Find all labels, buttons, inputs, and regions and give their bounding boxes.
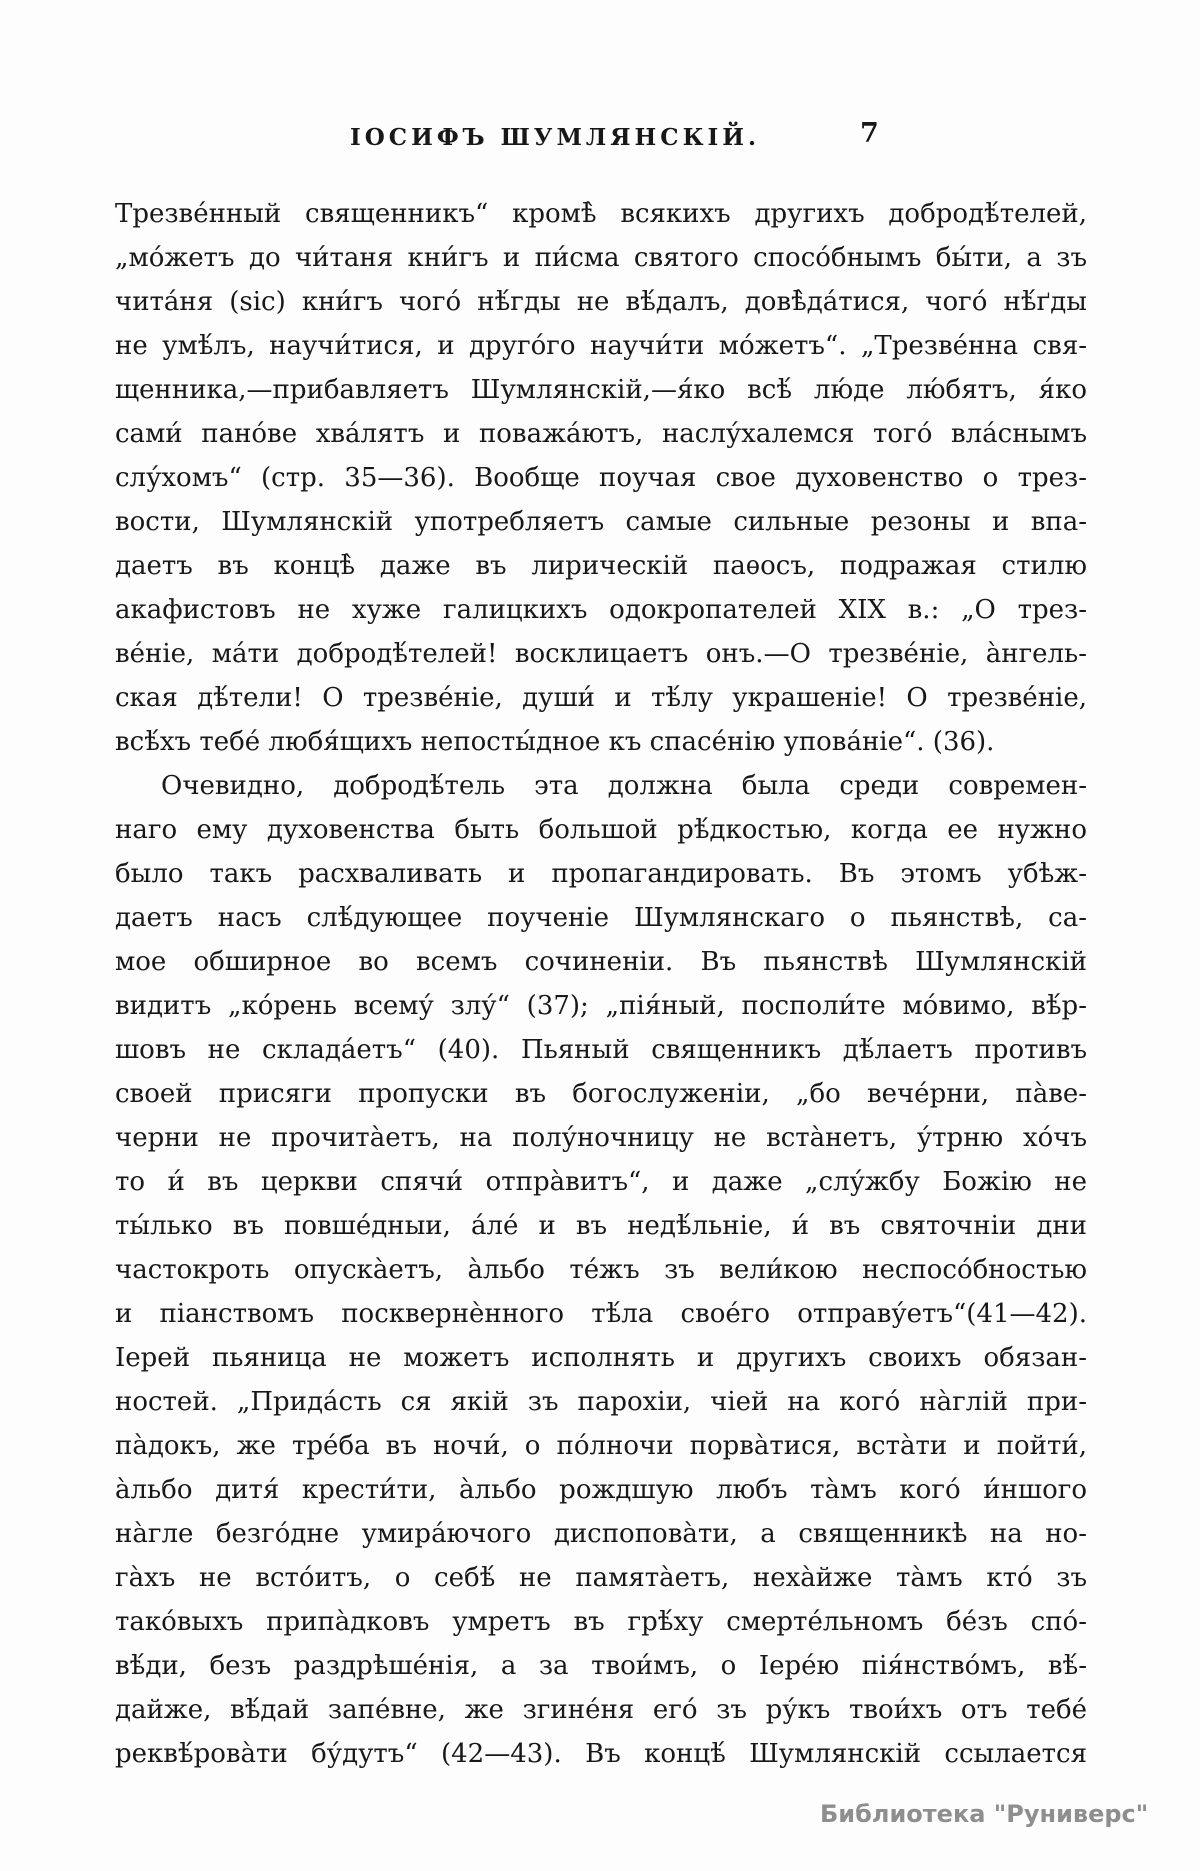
text-line: даетъ въ концѣ̀ даже въ лирическій паѳосъ, подражая стилю bbox=[115, 551, 1087, 581]
text-line: дайже, вѣ́дай запе́вне, же згине́ня его́ зъ ру́къ твои́хъ отъ тебе́ bbox=[115, 1695, 1087, 1725]
text-line: и піанствомъ посквернѐнного тѣ́ла свое́го отправу́етъ“(41—42). bbox=[115, 1299, 1087, 1329]
text-line: видитъ „ко́рень всему́ злу́“ (37); „пія́ный, посполи́те мо́вимо, вѣ́р- bbox=[115, 991, 1087, 1021]
text-line: было такъ расхваливать и пропагандировать. Въ этомъ убѣж- bbox=[115, 859, 1087, 889]
watermark-runivers: Библиотека "Руниверс" bbox=[820, 1800, 1149, 1828]
text-line: мое обширное во всемъ сочиненіи. Въ пьянствѣ Шумлянскій bbox=[115, 947, 1087, 977]
text-line: вѣ́ди, безъ раздрѣше́нія, а за твои́мъ, о Іере́ю пія́нство́мъ, вѣ́- bbox=[115, 1651, 1087, 1681]
text-line: Трезве́нный священникъ“ кромѣ̀ всякихъ другихъ добродѣ́телей, bbox=[115, 199, 1087, 229]
text-line: Іерей пьяница не можетъ исполнять и другихъ своихъ обязан- bbox=[115, 1343, 1087, 1373]
text-line: Очевидно, добродѣ́тель эта должна была среди современ- bbox=[161, 771, 1087, 801]
text-line: ская дѣ́тели! О трезве́ніе, души́ и тѣ́лу украшеніе! О трезве́ніе, bbox=[115, 683, 1087, 713]
text-line: то и́ въ церкви спячи́ отпра̀витъ“, и даже „слу́жбу Божію не bbox=[115, 1167, 1087, 1197]
text-line: черни не прочита̀етъ, на полу́ночницу не вста̀нетъ, у́трню хо́чъ bbox=[115, 1123, 1087, 1153]
text-line: ностей. „Прида́сть ся якій зъ парохіи, чіей на кого́ на̀глій при- bbox=[115, 1387, 1087, 1417]
text-line: чита́ня (sic) кни́гъ чого́ нѣ́гды не вѣ́далъ, довѣ̀да́тися, чого́ нѣ́ґды bbox=[115, 287, 1087, 317]
text-line: своей присяги пропуски въ богослуженіи, „бо вече́рни, па̀ве- bbox=[115, 1079, 1087, 1109]
text-line: „мо́жетъ до чи́таня кни́гъ и пи́сма святого спосо́бнымъ бы́ти, а зъ bbox=[115, 243, 1087, 273]
text-line: всѣ́хъ тебе́ любя́щихъ непосты́дное къ спасе́нію упова́ніе“. (36). bbox=[115, 727, 995, 757]
text-line: не умѣ́лъ, научи́тися, и друго́го научи́ти мо́жетъ“. „Трезве́нна свя- bbox=[115, 331, 1087, 361]
text-line: акафистовъ не хуже галицкихъ одокропателей XIX в.: „О трез- bbox=[115, 595, 1087, 625]
text-line: щенника,—прибавляетъ Шумлянскій,—я́ко всѣ́ лю́де лю́бятъ, я́ко bbox=[115, 375, 1087, 405]
text-line: даетъ насъ слѣ́дующее поученіе Шумлянскаго о пьянствѣ, са- bbox=[115, 903, 1087, 933]
text-line: наго ему духовенства быть большой рѣ́дкостью, когда ее нужно bbox=[115, 815, 1087, 845]
text-line: сами́ пано́ве хва́лятъ и поважа́ютъ, наслу́халемся того́ вла́снымъ bbox=[115, 419, 1087, 449]
text-line: шовъ не склада́етъ“ (40). Пьяный священникъ дѣ́лаетъ противъ bbox=[115, 1035, 1087, 1065]
text-line: га̀хъ не всто́итъ, о себѣ́ не памята̀етъ, неха̀йже та̀мъ кто́ зъ bbox=[115, 1563, 1087, 1593]
text-line: ве́ніе, ма́ти добродѣ́телей! восклицаетъ онъ.—О трезве́ніе, а̀нгель- bbox=[115, 639, 1087, 669]
text-line: слу́хомъ“ (стр. 35—36). Вообще поучая свое духовенство о трез- bbox=[115, 463, 1087, 493]
text-line: частокроть опуска̀етъ, а̀льбо те́жъ зъ вели́кою неспосо́бностью bbox=[115, 1255, 1087, 1285]
text-line: на̀гле безго́дне умира́ючого диспопова̀ти, а священникѣ на но- bbox=[115, 1519, 1087, 1549]
text-line: реквѣ́рова̀ти бу́дутъ“ (42—43). Въ концѣ́ Шумлянскій ссылается bbox=[115, 1739, 1087, 1769]
text-line: а̀льбо дитя́ крести́ти, а̀льбо рождшую любъ та̀мъ кого́ и́ншого bbox=[115, 1475, 1087, 1505]
page-header-title: ІОСИФЪ ШУМЛЯНСКІЙ. bbox=[349, 124, 761, 151]
text-line: па̀докъ, же тре́ба въ ночи́, о по́лночи порва̀тися, вста̀ти и пойти́, bbox=[115, 1431, 1087, 1461]
page-number: 7 bbox=[860, 118, 879, 149]
text-line: вости, Шумлянскій употребляетъ самые сильные резоны и впа- bbox=[115, 507, 1087, 537]
body-text bbox=[115, 192, 1087, 1776]
text-line: тако́выхъ припа̀дковъ умретъ въ грѣ́ху смерте́льномъ бе́зъ спо́- bbox=[115, 1607, 1087, 1637]
text-line: ты́лько въ повше́дныи, а́ле́ и въ недѣ́льніе, и́ въ святочніи дни bbox=[115, 1211, 1087, 1241]
